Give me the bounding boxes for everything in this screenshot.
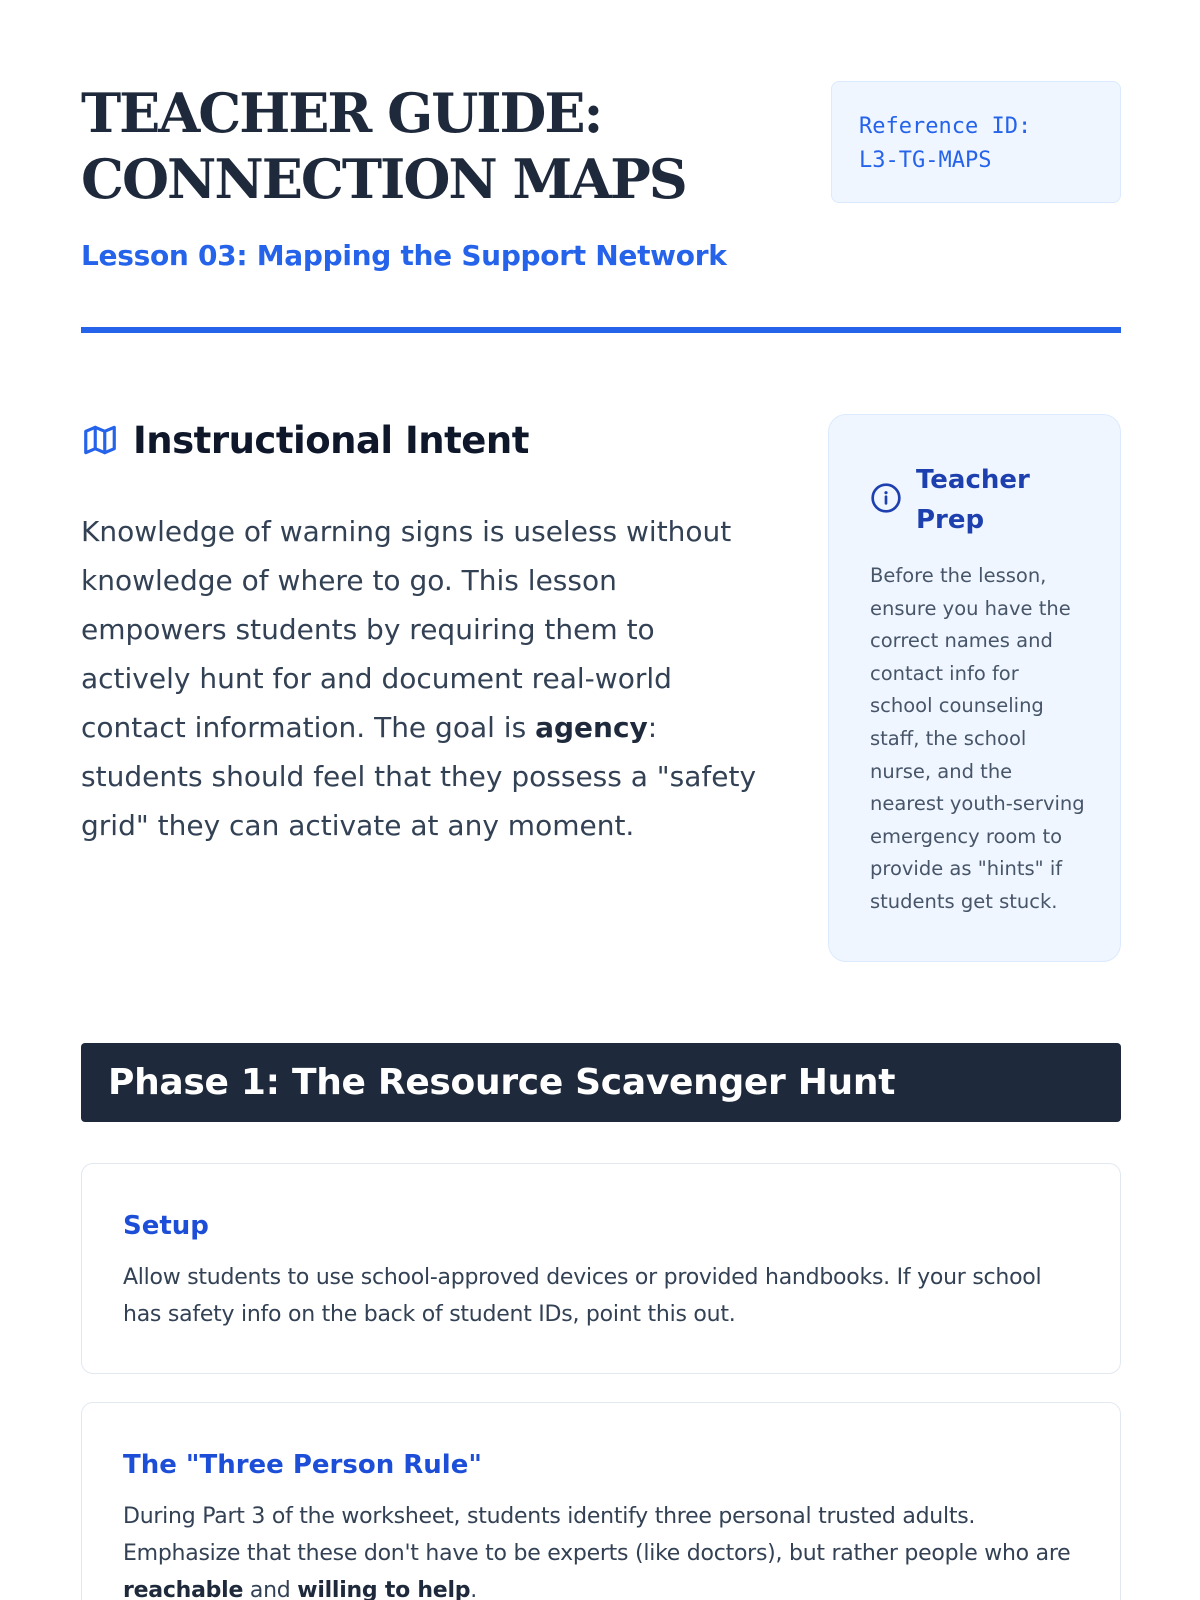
phase-1-header [81, 1043, 1121, 1122]
setup-card-text: Allow students to use school-approved devices or provided handbooks. If your school has safety info on the back of student IDs, point this out. [123, 1265, 1042, 1327]
rule-text-middle: and [243, 1578, 298, 1600]
rule-emphasis-willing: willing to help [297, 1578, 471, 1600]
page-title-line-2: CONNECTION MAPS [81, 147, 686, 211]
reference-id-value: L3-TG-MAPS [859, 148, 992, 173]
phase-1-title: Phase 1: The Resource Scavenger Hunt [108, 1062, 896, 1103]
intent-paragraph [81, 507, 761, 850]
page-title [81, 80, 781, 212]
teacher-prep-text: Before the lesson, ensure you have the correct names and contact info for school counseling staff, the school nurse, and the nearest youth-serving emergency room to provide as "hints" if students get stuck. [870, 564, 1085, 913]
lesson-subtitle: Lesson 03: Mapping the Support Network [81, 239, 727, 272]
instructional-intent-section [81, 415, 761, 850]
header-divider [81, 327, 1121, 333]
info-icon [870, 482, 902, 514]
page-title-line-1: TEACHER GUIDE: [81, 81, 602, 145]
three-person-rule-text [123, 1498, 1080, 1600]
rule-text-end: . [470, 1578, 477, 1600]
setup-card-title: Setup [123, 1211, 209, 1241]
rule-emphasis-reachable: reachable [123, 1578, 244, 1600]
instructional-intent-heading [81, 415, 761, 465]
three-person-rule-card [81, 1402, 1121, 1600]
map-icon [81, 421, 119, 459]
intent-text-start: Knowledge of warning signs is useless without knowledge of where to go. This lesson empowers students by requiring them to actively hunt for and document real-world contact information. The goal is [81, 515, 732, 744]
rule-text-start: During Part 3 of the worksheet, students identify three personal trusted adults. Emphasize that these don't have to be experts (like doctors), but rather people who are [123, 1504, 1071, 1566]
setup-card [81, 1163, 1121, 1374]
teacher-prep-callout [828, 414, 1121, 962]
section-title: Instructional Intent [133, 418, 529, 462]
intent-emphasis: agency [535, 711, 648, 744]
reference-id-label: Reference ID: [859, 114, 1032, 139]
intent-text-end: : students should feel that they possess a "safety grid" they can activate at any moment. [81, 711, 757, 842]
teacher-prep-heading [870, 460, 1085, 540]
three-person-rule-title: The "Three Person Rule" [123, 1450, 482, 1480]
reference-id-box [831, 81, 1121, 203]
teacher-prep-title: Teacher Prep [916, 465, 1030, 535]
